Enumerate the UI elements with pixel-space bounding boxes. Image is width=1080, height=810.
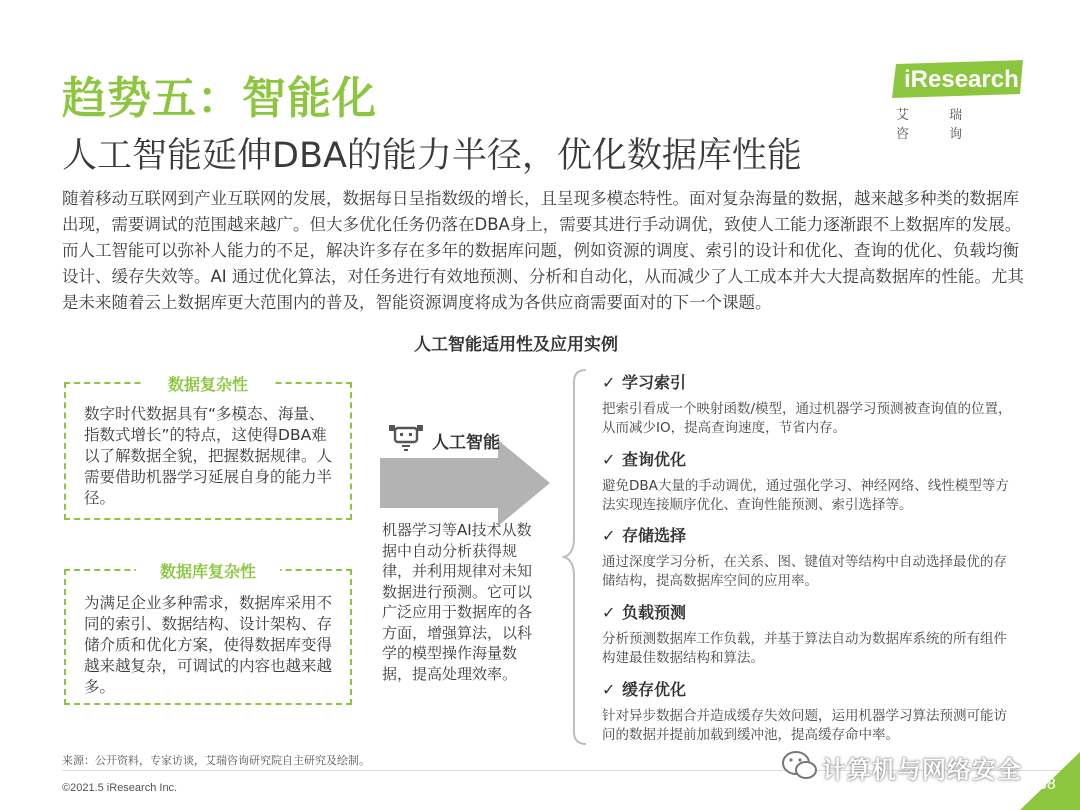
intro-paragraph: 随着移动互联网到产业互联网的发展，数据每日呈指数级的增长，且呈现多模态特性。面对复杂海量的数据，越来越多种类的数据库出现，需要调试的范围越来越广。但大多优化任务仍落在DBA身上，需要其进行手动调优，致使人工能力逐渐跟不上数据库的发展。而人工智能可以弥补人能力的不足，解决许多存在多年的数据库问题，例如资源的调度、索引的设计和优化、查询的优化、负载均衡设计、缓存失效等。AI 通过优化算法，对任务进行有效地预测、分析和自动化，从而减少了人工成本并大大提高数据库的性能。尤其是未来随着云上数据库更大范围内的普及，智能资源调度将成为各供应商需要面对的下一个课题。 (62, 189, 1024, 312)
item-title: 缓存优化 (622, 680, 687, 699)
ai-label: 人工智能 (432, 433, 500, 453)
wechat-icon (780, 748, 820, 784)
page-number: 68 (1038, 776, 1056, 793)
item-body: 避免DBA大量的手动调优，通过强化学习、神经网络、线性模型等方法实现连接顺序优化、查询性能预测、索引选择等。 (602, 478, 1009, 513)
item-body: 分析预测数据库工作负载，并基于算法自动为数据库系统的所有组件构建最佳数据结构和算法。 (602, 631, 1007, 666)
source-note: 来源：公开资料，专家访谈，艾瑞咨询研究院自主研究及绘制。 (62, 754, 370, 767)
watermark-text: 计算机与网络安全 (822, 756, 1022, 784)
check-icon: ✓ (602, 603, 616, 622)
box-title: 数据库复杂性 (136, 562, 280, 581)
item-cache-optimization (602, 677, 1012, 745)
item-title: 负载预测 (622, 603, 687, 622)
diagram-title: 人工智能适用性及应用实例 (414, 335, 618, 355)
item-load-prediction (602, 600, 1012, 668)
box-body: 数字时代数据具有“多模态、海量、指数式增长”的特点，这使得DBA难以了解数据全貌，把握数据规律。人需要借助机器学习延展自身的能力半径。 (84, 405, 333, 507)
copyright: ©2021.5 iResearch Inc. (62, 782, 178, 794)
item-title: 学习索引 (622, 373, 687, 392)
check-icon: ✓ (602, 680, 616, 699)
item-learned-index (602, 370, 1012, 438)
item-body: 把索引看成一个映射函数/模型，通过机器学习预测被查询值的位置，从而减少IO，提高查询速度，节省内存。 (602, 401, 1012, 436)
item-storage-selection (602, 523, 1012, 591)
item-query-optimization (602, 447, 1012, 515)
item-title: 存储选择 (622, 526, 687, 545)
brace-icon (562, 368, 588, 746)
logo-text: iResearch (904, 66, 1019, 93)
item-body: 通过深度学习分析，在关系、图、键值对等结构中自动选择最优的存储结构，提高数据库空间的应用率。 (602, 554, 1007, 589)
check-icon: ✓ (602, 373, 616, 392)
check-icon: ✓ (602, 526, 616, 545)
box-body: 为满足企业多种需求，数据库采用不同的索引、数据结构、设计架构、存储介质和优化方案，使得数据库变得越来越复杂，可调试的内容也越来越多。 (84, 594, 333, 696)
iresearch-logo (892, 60, 1027, 142)
slide-subtitle: 人工智能延伸DBA的能力半径，优化数据库性能 (62, 136, 802, 176)
item-title: 查询优化 (622, 450, 687, 469)
data-complexity-box (64, 375, 352, 520)
check-icon: ✓ (602, 450, 616, 469)
robot-icon (388, 424, 424, 456)
item-body: 针对异步数据合并造成缓存失效问题，运用机器学习算法预测可能访问的数据并提前加载到缓冲池，提高缓存命中率。 (602, 708, 1007, 743)
box-title: 数据复杂性 (144, 375, 272, 394)
logo-cn: 艾 瑞 咨 询 (896, 108, 981, 142)
ai-description: 机器学习等AI技术从数据中自动分析获得规律，并利用规律对未知数据进行预测。它可以广泛应用于数据库的各方面，增强算法，以科学的模型操作海量数据，提高处理效率。 (382, 521, 533, 683)
database-complexity-box (64, 562, 352, 705)
slide-title: 趋势五：智能化 (62, 73, 377, 124)
